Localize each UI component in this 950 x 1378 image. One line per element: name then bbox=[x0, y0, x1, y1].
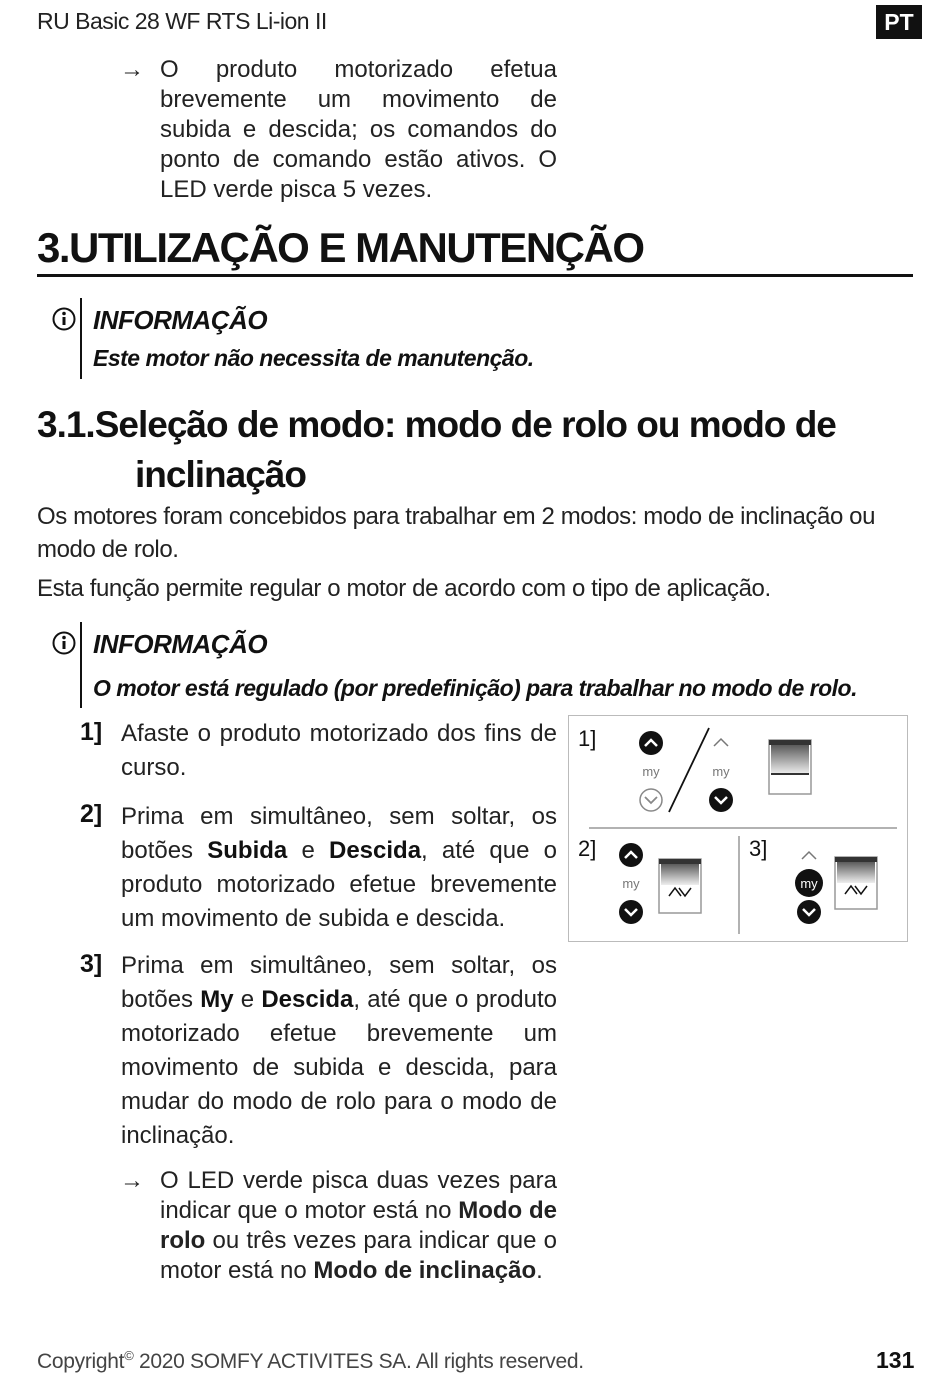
arrow-icon: → bbox=[120, 1167, 144, 1194]
info-bar bbox=[80, 622, 82, 708]
step-text bbox=[121, 949, 557, 1153]
up-outline-icon bbox=[802, 852, 816, 859]
step-text-part: Prima em simultâneo, sem soltar, os botões bbox=[121, 803, 557, 864]
bold-term: Subida bbox=[207, 837, 288, 864]
step-number: 2] bbox=[80, 800, 103, 828]
copyright-text: 2020 SOMFY ACTIVITES SA. All rights reserved. bbox=[133, 1350, 584, 1373]
info-bar bbox=[80, 298, 82, 379]
intro-result-text: O produto motorizado efetua brevemente um movimento de subida e descida; os comandos do ponto de comando estão ativos. O LED verde pisca 5 vezes. bbox=[160, 56, 557, 203]
section-3-1-heading-line2: inclinação bbox=[135, 454, 306, 495]
procedure-illustration bbox=[569, 716, 907, 941]
language-badge: PT bbox=[876, 5, 922, 39]
figure-label-3: 3] bbox=[749, 836, 768, 861]
copyright-symbol: © bbox=[124, 1348, 134, 1363]
step-text-part: Prima em simultâneo, sem soltar, os botões bbox=[121, 952, 557, 1013]
step-text-part: e bbox=[233, 986, 262, 1013]
figure-label-1: 1] bbox=[578, 726, 597, 751]
figure-label-2: 2] bbox=[578, 836, 597, 861]
result-text-part: O LED verde pisca duas vezes para indicar que o motor está no bbox=[160, 1167, 557, 1224]
up-button-icon bbox=[619, 843, 643, 867]
my-button-icon bbox=[795, 869, 823, 897]
procedure-figure bbox=[568, 715, 908, 942]
my-label: my bbox=[642, 764, 660, 779]
bold-term: Descida bbox=[261, 986, 354, 1013]
step-number: 3] bbox=[80, 950, 103, 978]
blind-icon bbox=[769, 740, 811, 794]
step-text: Afaste o produto motorizado dos fins de curso. bbox=[121, 720, 557, 781]
paragraph-function: Esta função permite regular o motor de acordo com o tipo de aplicação. bbox=[37, 575, 771, 602]
down-button-outline-icon bbox=[640, 789, 662, 811]
section-3-1-heading-line1: 3.1.Seleção de modo: modo de rolo ou modo de bbox=[37, 404, 836, 445]
blind-up-down-icon bbox=[835, 857, 877, 909]
led-result-item bbox=[120, 1166, 557, 1286]
my-label: my bbox=[622, 876, 640, 891]
step-number: 1] bbox=[80, 718, 103, 746]
copyright-notice bbox=[37, 1348, 584, 1374]
bold-term: Modo de rolo bbox=[160, 1197, 557, 1254]
down-button-icon bbox=[797, 900, 821, 924]
my-label: my bbox=[712, 764, 730, 779]
info-title: INFORMAÇÃO bbox=[93, 629, 268, 659]
bold-term: Descida bbox=[328, 837, 422, 864]
section-divider bbox=[37, 274, 913, 277]
page-number: 131 bbox=[876, 1347, 915, 1373]
step-text-part: e bbox=[287, 837, 329, 864]
result-text-part: ou três vezes para indicar que o motor está no bbox=[160, 1227, 557, 1284]
up-outline-icon bbox=[714, 739, 728, 746]
info-text: Este motor não necessita de manutenção. bbox=[93, 345, 534, 371]
step-text-part: , até que o produto motorizado efetue brevemente um movimento de subida e descida. bbox=[121, 837, 558, 932]
bold-term: My bbox=[200, 986, 234, 1013]
section-3-1-heading bbox=[37, 400, 836, 500]
intro-result-item bbox=[120, 55, 557, 205]
document-title: RU Basic 28 WF RTS Li-ion II bbox=[37, 8, 327, 34]
step-text-part: , até que o produto motorizado efetue brevemente um movimento de subida e descida, para mudar do modo de rolo para o modo de inclinação. bbox=[121, 986, 557, 1149]
info-title: INFORMAÇÃO bbox=[93, 305, 268, 335]
down-button-icon bbox=[709, 788, 733, 812]
step-text bbox=[121, 800, 557, 936]
info-icon bbox=[52, 631, 76, 655]
arrow-icon: → bbox=[120, 56, 144, 83]
bold-term: Modo de inclinação bbox=[313, 1257, 537, 1284]
up-button-icon bbox=[639, 731, 663, 755]
paragraph-modes: Os motores foram concebidos para trabalhar em 2 modos: modo de inclinação ou modo de rolo. bbox=[37, 503, 876, 563]
info-icon bbox=[52, 307, 76, 331]
separator-slash bbox=[669, 728, 709, 812]
result-text-part: . bbox=[536, 1257, 543, 1284]
section-3-heading: 3.UTILIZAÇÃO E MANUTENÇÃO bbox=[37, 224, 644, 271]
blind-up-down-icon bbox=[659, 859, 701, 913]
info-text: O motor está regulado (por predefinição) para trabalhar no modo de rolo. bbox=[93, 675, 857, 701]
down-button-icon bbox=[619, 900, 643, 924]
copyright-text: Copyright bbox=[37, 1350, 125, 1373]
my-label: my bbox=[800, 876, 818, 891]
